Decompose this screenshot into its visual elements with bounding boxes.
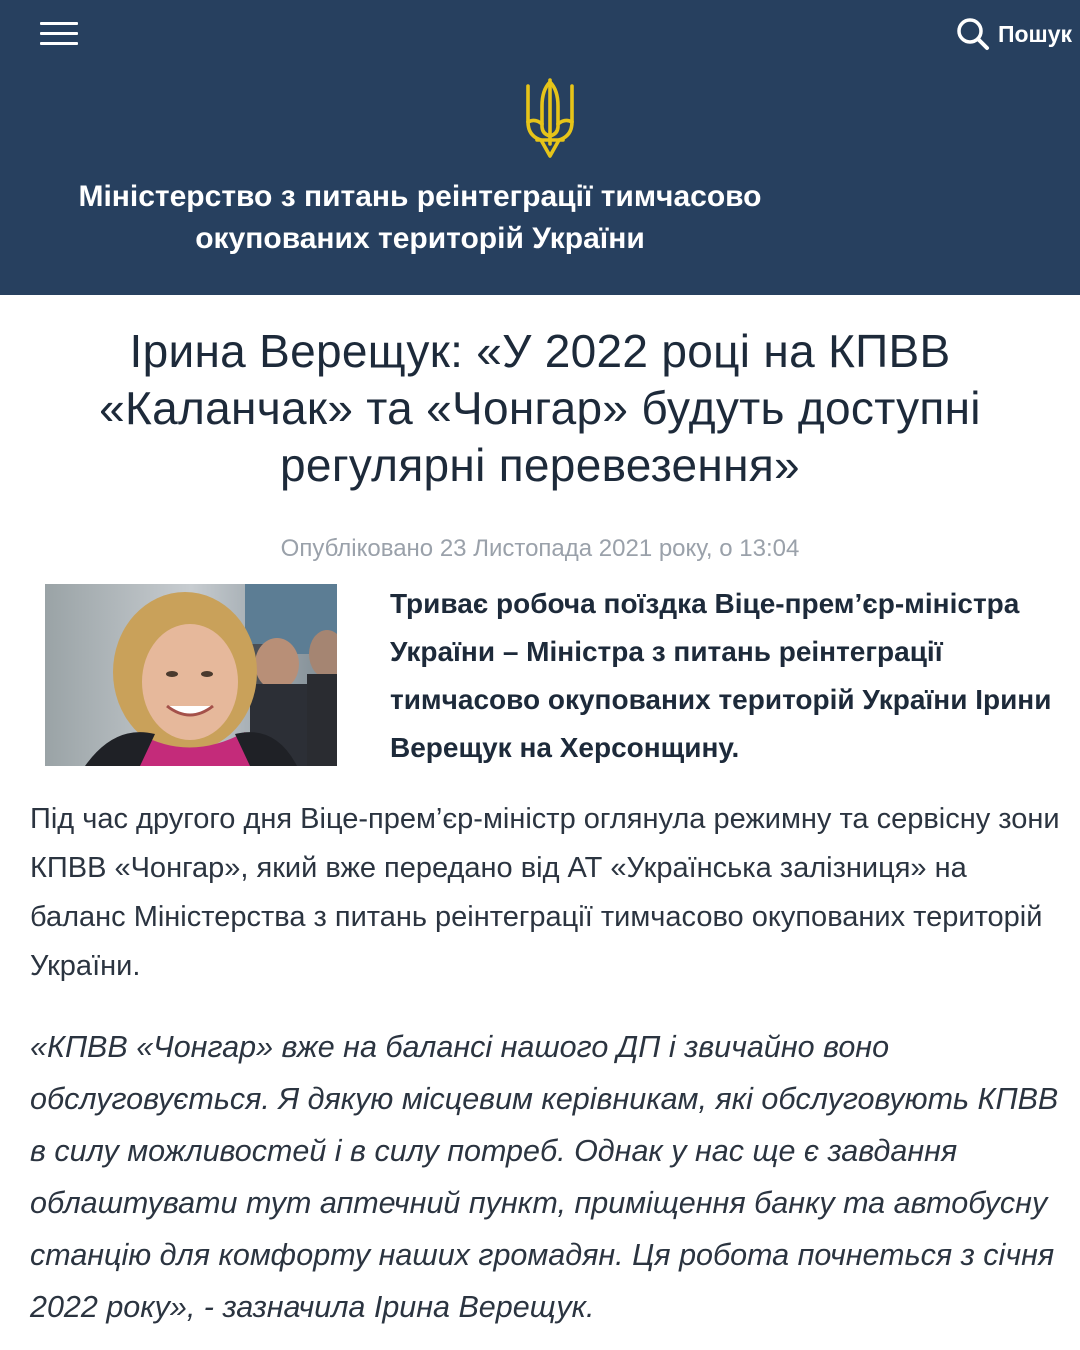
trident-emblem-icon[interactable] <box>523 78 577 158</box>
published-date: Опубліковано 23 Листопада 2021 року, о 13:04 <box>280 535 800 562</box>
article-photo <box>45 584 337 766</box>
article-title: Ірина Верещук: «У 2022 році на КПВВ «Каланчак» та «Чонгар» будуть доступні регулярні перевезення» <box>99 325 981 491</box>
ministry-title[interactable]: Міністерство з питань реінтеграції тимчасово окупованих територій України <box>78 180 762 255</box>
search-button[interactable] <box>956 16 1072 52</box>
article-quote: «КПВВ «Чонгар» вже на балансі нашого ДП і звичайно воно обслуговується. Я дякую місцевим керівникам, які обслуговують КПВВ в силу можливостей і в силу потреб. Однак у нас ще є завдання облаштувати тут аптечний пункт, приміщення банку та автобусну станцію для комфорту наших громадян. Ця робота почнеться з січня 2022 року», - зазначила Ірина Верещук. <box>30 1030 1059 1324</box>
site-header <box>0 0 1080 295</box>
article-paragraph: Під час другого дня Віце-прем’єр-міністр оглянула режимну та сервісну зони КПВВ «Чонгар», який вже передано від АТ «Українська залізниця» на баланс Міністерства з питань реінтеграції тимчасово окупованих територій України. <box>30 803 1060 982</box>
search-label: Пошук <box>997 20 1072 47</box>
search-icon <box>956 17 990 51</box>
article-lead: Триває робоча поїздка Віце-прем’єр-міністра України – Міністра з питань реінтеграції тимчасово окупованих територій України Ірини Верещук на Херсонщину. <box>390 588 1052 763</box>
hamburger-menu-icon[interactable] <box>40 20 80 48</box>
